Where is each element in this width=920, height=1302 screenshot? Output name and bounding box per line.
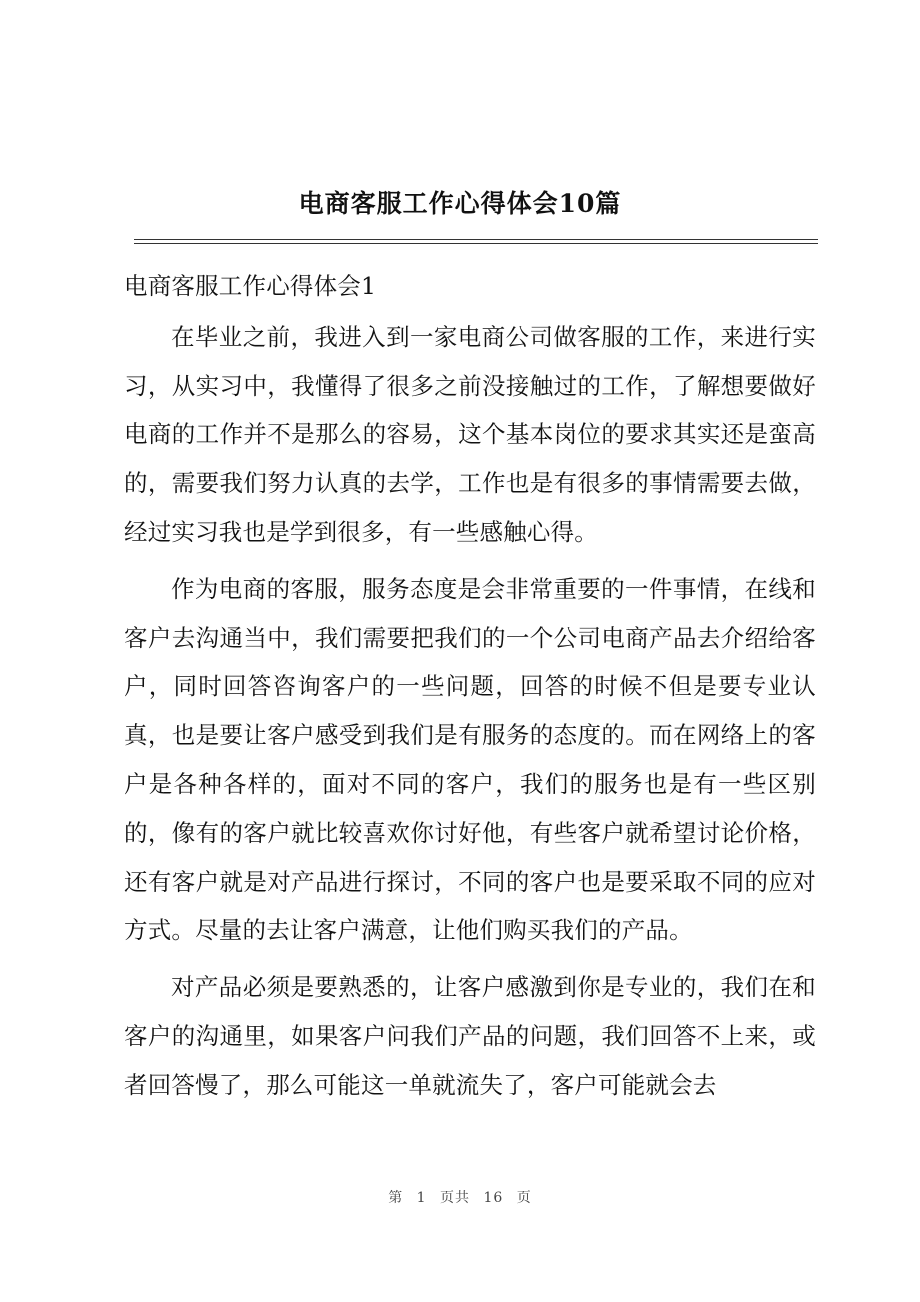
footer-middle: 页共 bbox=[440, 1190, 471, 1206]
document-title: 电商客服工作心得体会10篇 bbox=[298, 189, 622, 218]
page-footer bbox=[0, 1187, 920, 1207]
footer-total-pages: 16 bbox=[483, 1190, 504, 1206]
footer-suffix: 页 bbox=[516, 1190, 532, 1206]
paragraph-1: 在毕业之前，我进入到一家电商公司做客服的工作，来进行实习，从实习中，我懂得了很多之前没接触过的工作，了解想要做好电商的工作并不是那么的容易，这个基本岗位的要求其实还是蛮高的，需要我们努力认真的去学，工作也是有很多的事情需要去做，经过实习我也是学到很多，有一些感触心得。 bbox=[124, 322, 816, 546]
paragraph-2: 作为电商的客服，服务态度是会非常重要的一件事情，在线和客户去沟通当中，我们需要把我们的一个公司电商产品去介绍给客户，同时回答咨询客户的一些问题，回答的时候不但是要专业认真，也是要让客户感受到我们是有服务的态度的。而在网络上的客户是各种各样的，面对不同的客户，我们的服务也是有一些区别的，像有的客户就比较喜欢你讨好他，有些客户就希望讨论价格，还有客户就是对产品进行探讨，不同的客户也是要采取不同的应对方式。尽量的去让客户满意，让他们购买我们的产品。 bbox=[124, 574, 816, 945]
footer-prefix: 第 bbox=[388, 1190, 404, 1206]
paragraph-3: 对产品必须是要熟悉的，让客户感激到你是专业的，我们在和客户的沟通里，如果客户问我们产品的问题，我们回答不上来，或者回答慢了，那么可能这一单就流失了，客户可能就会去 bbox=[124, 973, 816, 1099]
section-heading: 电商客服工作心得体会1 bbox=[124, 272, 377, 300]
footer-current-page: 1 bbox=[416, 1190, 427, 1206]
title-double-rule bbox=[134, 239, 818, 244]
document-body bbox=[124, 262, 816, 1110]
